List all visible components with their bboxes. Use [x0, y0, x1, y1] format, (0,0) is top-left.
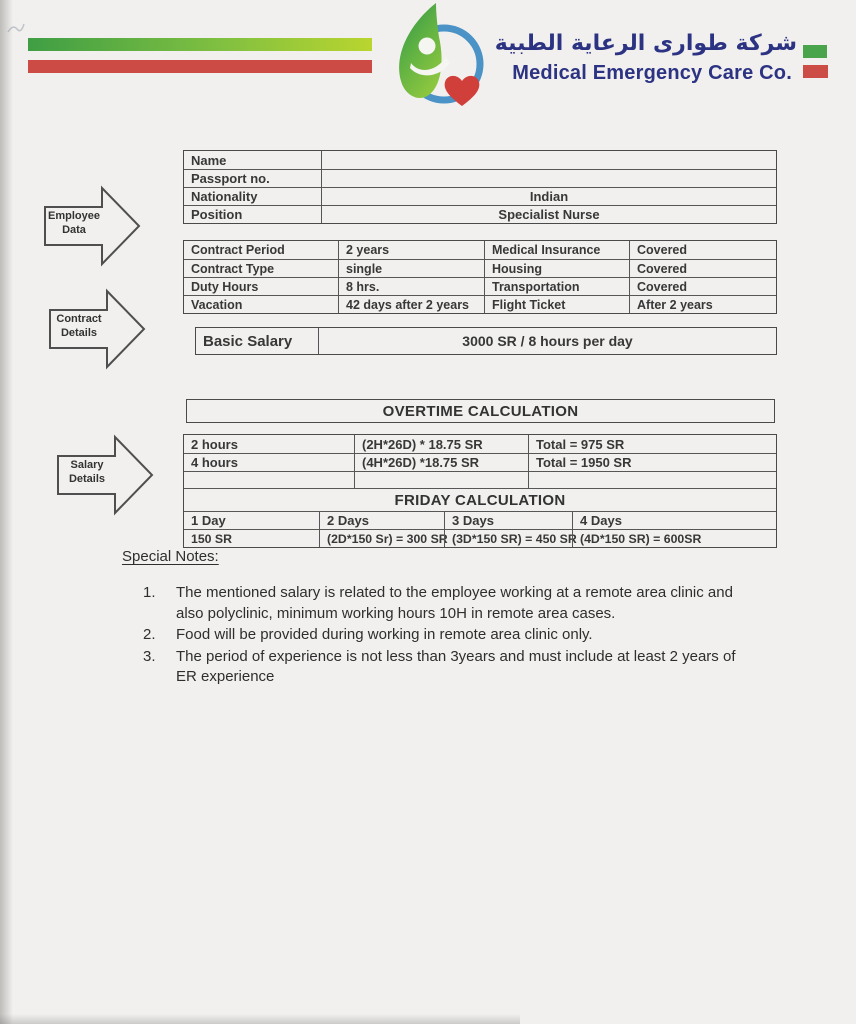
cell: 2 years — [338, 241, 484, 259]
header-red-square — [803, 65, 828, 78]
employee-data-table — [183, 150, 777, 224]
arrow-label — [49, 313, 109, 340]
table-row — [184, 295, 776, 313]
cell: (2D*150 Sr) = 300 SR — [319, 529, 444, 547]
arrow-employee-data — [42, 185, 142, 267]
list-item — [143, 647, 755, 688]
cell-position-value: Specialist Nurse — [321, 205, 776, 223]
cell-name-label: Name — [191, 152, 227, 168]
table-row — [184, 259, 776, 277]
arrow-label-line1: Contract — [56, 313, 102, 325]
cell: 2 hours — [191, 436, 238, 452]
cell: Contract Type — [184, 259, 338, 277]
header-green-square — [803, 45, 827, 58]
arrow-contract-details — [47, 288, 147, 370]
cell-nationality-label: Nationality — [184, 187, 321, 205]
table-row — [184, 151, 776, 169]
cell: 2 Days — [319, 511, 444, 529]
cell: Total = 975 SR — [528, 435, 776, 453]
friday-calculation-title: FRIDAY CALCULATION — [184, 488, 776, 511]
cell: Covered — [629, 259, 776, 277]
cell: (3D*150 SR) = 450 SR — [444, 529, 572, 547]
cell: Medical Insurance — [484, 241, 629, 259]
table-row — [184, 241, 776, 259]
arrow-label-line1: Employee — [48, 210, 100, 222]
cell: 42 days after 2 years — [338, 295, 484, 313]
list-item-number: 2. — [143, 626, 156, 643]
cell: 4 hours — [184, 453, 354, 471]
table-row — [184, 277, 776, 295]
table-row — [184, 435, 776, 453]
cell: 3 Days — [444, 511, 572, 529]
table-row — [196, 328, 776, 354]
cell: (4D*150 SR) = 600SR — [572, 529, 776, 547]
company-logo-icon — [370, 2, 508, 116]
overtime-calculation-title: OVERTIME CALCULATION — [186, 399, 775, 423]
arrow-salary-details — [55, 434, 155, 516]
arrow-label — [57, 459, 117, 486]
cell: 150 SR — [184, 529, 319, 547]
cell: Duty Hours — [184, 277, 338, 295]
cell: Covered — [629, 241, 776, 259]
list-item-text: The period of experience is not less than 3years and must include at least 2 years of ER experience — [176, 647, 736, 685]
scan-edge-left — [0, 0, 13, 1024]
company-name-english: Medical Emergency Care Co. — [512, 62, 792, 84]
basic-salary-label: Basic Salary — [203, 332, 293, 350]
cell: Contract Period — [191, 243, 285, 257]
list-item — [143, 583, 755, 624]
person-icon — [419, 38, 436, 55]
cell: single — [338, 259, 484, 277]
basic-salary-table — [195, 327, 777, 355]
arrow-label-line2: Details — [68, 472, 106, 485]
basic-salary-value: 3000 SR / 8 hours per day — [318, 328, 776, 354]
arrow-label-line2: Data — [62, 223, 86, 236]
cell-empty — [528, 471, 776, 488]
table-row — [184, 471, 776, 488]
contract-details-table — [183, 240, 777, 314]
cell-nationality-value: Indian — [321, 187, 776, 205]
table-row — [184, 529, 776, 547]
cell: (4H*26D) *18.75 SR — [354, 453, 528, 471]
arrow-label-line1: Salary — [70, 459, 104, 471]
cell: 4 Days — [572, 511, 776, 529]
table-row — [184, 511, 776, 529]
list-item — [143, 625, 755, 646]
header-green-bar — [28, 38, 372, 51]
cell-passport-value — [321, 169, 776, 187]
arrow-label-line2: Details — [60, 326, 98, 339]
header-red-bar — [28, 60, 372, 73]
cell: Transportation — [484, 277, 629, 295]
table-row — [184, 453, 776, 471]
list-item-text: The mentioned salary is related to the employee working at a remote area clinic and also polyclinic, minimum working hours 10H in remote area cases. — [176, 584, 733, 622]
cell: 8 hrs. — [338, 277, 484, 295]
cell: Covered — [629, 277, 776, 295]
cell: 1 Day — [184, 511, 319, 529]
salary-calculation-table — [183, 434, 777, 548]
cell: Vacation — [184, 295, 338, 313]
table-row — [184, 205, 776, 223]
special-notes-title: Special Notes: — [122, 548, 219, 565]
list-item-number: 3. — [143, 647, 156, 665]
company-name-arabic: شركة طوارى الرعاية الطبية — [494, 31, 797, 56]
scan-edge-bottom — [0, 1014, 520, 1024]
cell-empty — [354, 471, 528, 488]
arrow-label — [44, 210, 104, 237]
cell-position-label: Position — [184, 205, 321, 223]
cell: Total = 1950 SR — [528, 453, 776, 471]
table-row — [184, 187, 776, 205]
cell-empty — [184, 471, 354, 488]
list-item-text: Food will be provided during working in remote area clinic only. — [176, 626, 593, 643]
cell-name-value — [321, 151, 776, 169]
list-item-number: 1. — [143, 584, 156, 601]
cell: Flight Ticket — [484, 295, 629, 313]
table-row — [184, 169, 776, 187]
cell: After 2 years — [629, 295, 776, 313]
cell: Housing — [484, 259, 629, 277]
cell: (2H*26D) * 18.75 SR — [354, 435, 528, 453]
cell-passport-label: Passport no. — [184, 169, 321, 187]
special-notes-list — [143, 583, 755, 689]
